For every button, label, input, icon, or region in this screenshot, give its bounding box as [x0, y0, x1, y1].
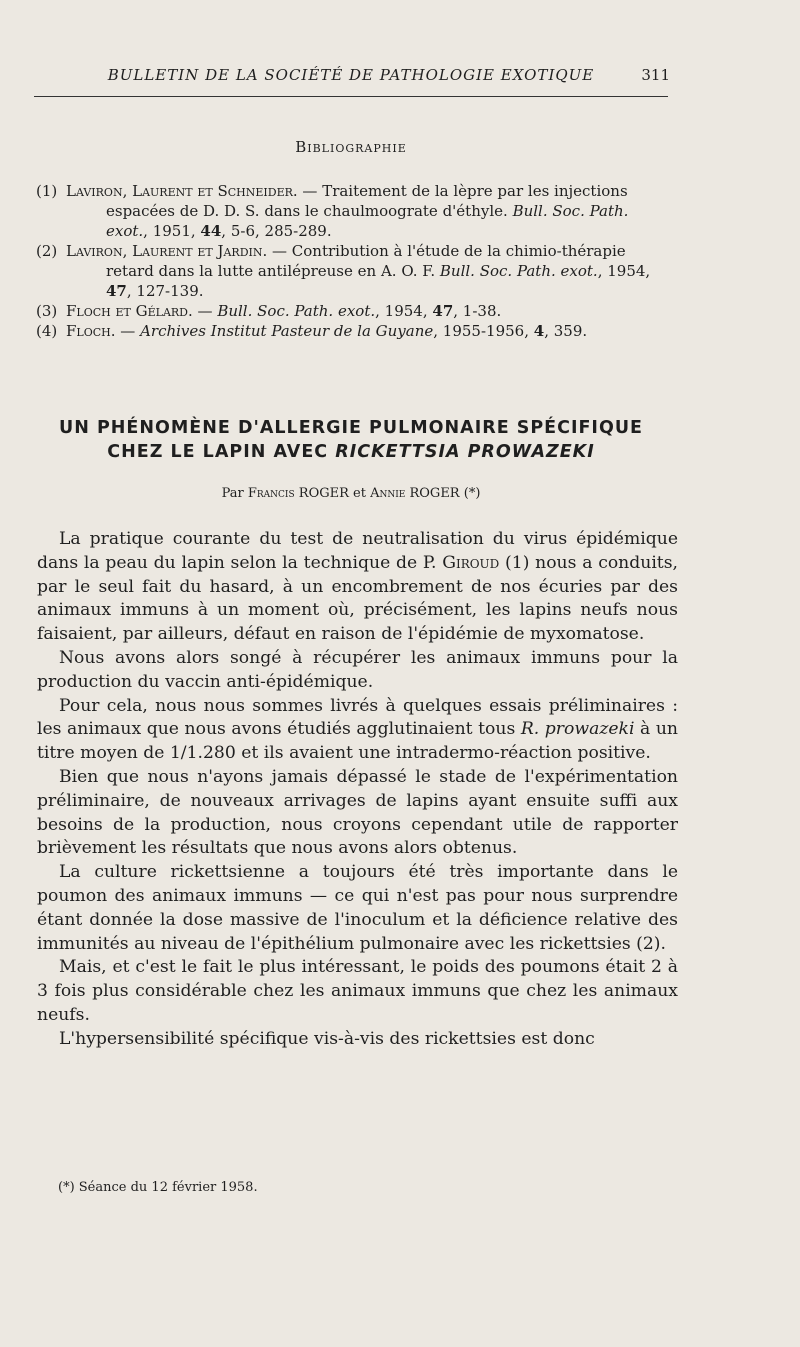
bibliography-heading: Bibliographie — [295, 138, 407, 156]
author-1: Francis ROGER — [247, 486, 349, 501]
cited-author: Giroud — [442, 552, 500, 573]
entry-authors: Floch et Gélard. — [66, 302, 193, 320]
footnote-mark: (*) — [459, 486, 481, 501]
title-line-1: UN PHÉNOMÈNE D'ALLERGIE PULMONAIRE SPÉCIFIQUE — [59, 418, 643, 438]
title-species: RICKETTSIA PROWAZEKI — [335, 442, 595, 462]
entry-authors: Laviron, Laurent et Jardin. — [66, 242, 268, 260]
entry-number: (2) — [36, 242, 58, 260]
author-2: Annie ROGER — [370, 486, 460, 501]
bibliography-entry — [36, 241, 668, 301]
byline-par: Par — [221, 486, 248, 501]
paragraph: Mais, et c'est le fait le plus intéressant, le poids des poumons était 2 à 3 fois plus considérable chez les animaux immuns que chez les animaux neufs. — [37, 957, 678, 1025]
entry-text: — Contribution à l'étude de la chimio-thérapie retard dans la lutte antilépreuse en A. O. F. — [106, 242, 626, 280]
entry-number: (4) — [36, 322, 58, 340]
entry-source: Bull. Soc. Path. exot. — [217, 302, 376, 320]
entry-number: (3) — [36, 302, 58, 320]
bibliography-list — [36, 181, 668, 341]
title-line-2 — [34, 440, 668, 464]
entry-pages: , 1-38. — [453, 302, 502, 320]
entry-source: Bull. Soc. Path. exot. — [439, 262, 598, 280]
entry-volume: 4 — [533, 322, 545, 340]
entry-volume: 47 — [106, 282, 127, 300]
article-title — [34, 416, 668, 464]
entry-authors: Laviron, Laurent et Schneider. — [66, 182, 298, 200]
paragraph: La culture rickettsienne a toujours été très importante dans le poumon des animaux immuns — ce qui n'est pas pour nous surprendre étant donnée la dose massive de l'inoculum et la déficience relative des immunités au niveau de l'épithélium pulmonaire avec les rickettsies (2). — [37, 862, 678, 954]
entry-text: — — [115, 322, 141, 340]
bibliography-entry — [36, 181, 668, 241]
entry-year: , 1951, — [143, 222, 201, 240]
byline — [34, 486, 668, 501]
title-line-2-prefix: CHEZ LE LAPIN AVEC — [107, 442, 336, 462]
paragraph: Nous avons alors songé à récupérer les animaux immuns pour la production du vaccin anti-épidémique. — [37, 647, 678, 692]
byline-and: et — [348, 486, 371, 501]
entry-volume: 47 — [432, 302, 454, 320]
footnote: (*) Séance du 12 février 1958. — [58, 1180, 258, 1195]
bibliography-entry — [36, 321, 668, 341]
bibliography-entry — [36, 301, 668, 321]
entry-year: , 1954, — [597, 262, 651, 280]
paragraph-text: La pratique courante du test de neutralisation du virus épidémique dans la peau du lapin selon la technique de P. — [37, 529, 678, 573]
species-name: R. prowazeki — [520, 719, 635, 740]
entry-number: (1) — [36, 182, 58, 200]
paragraph: L'hypersensibilité spécifique vis-à-vis des rickettsies est donc — [59, 1028, 595, 1049]
paragraph: Bien que nous n'ayons jamais dépassé le stade de l'expérimentation préliminaire, de nouveaux arrivages de lapins ayant ensuite suffi aux besoins de la production, nous croyons cependant utile de rapporter brièvement les résultats que nous avons alors obtenus. — [37, 766, 678, 859]
article-body — [37, 528, 678, 1052]
running-head: BULLETIN DE LA SOCIÉTÉ DE PATHOLOGIE EXOTIQUE — [107, 66, 595, 84]
paragraph — [37, 695, 678, 766]
entry-text: — — [192, 302, 218, 320]
entry-pages: , 5-6, 285-289. — [221, 222, 332, 240]
paragraph-text: à un titre moyen de 1/1.280 et ils avaient une intradermo-réaction positive. — [37, 719, 678, 764]
entry-authors: Floch. — [66, 322, 116, 340]
paragraph-text: (1) nous a conduits, par le seul fait du hasard, à un encombrement de nos écuries par des animaux immuns à un moment où, précisément, les lapins neufs nous faisaient, par ailleurs, défaut en raison de l'épidémie de myxomatose. — [37, 552, 679, 645]
entry-pages: , 359. — [544, 322, 588, 340]
header-rule — [34, 96, 668, 97]
paragraph — [37, 528, 678, 647]
entry-pages: , 127-139. — [126, 282, 204, 300]
paragraph-text: Pour cela, nous nous sommes livrés à quelques essais préliminaires : les animaux que nous avons étudiés agglutinaient tous — [37, 695, 678, 740]
entry-text: — Traitement de la lèpre par les injections espacées de D. D. S. dans le chaulmoograte d'éthyle. — [106, 182, 628, 220]
entry-volume: 44 — [200, 222, 222, 240]
page-number: 311 — [641, 66, 670, 84]
entry-year: , 1955-1956, — [433, 322, 534, 340]
entry-year: , 1954, — [375, 302, 433, 320]
entry-source: Archives Institut Pasteur de la Guyane — [140, 322, 434, 340]
entry-source: Bull. Soc. Path. exot. — [106, 202, 629, 240]
